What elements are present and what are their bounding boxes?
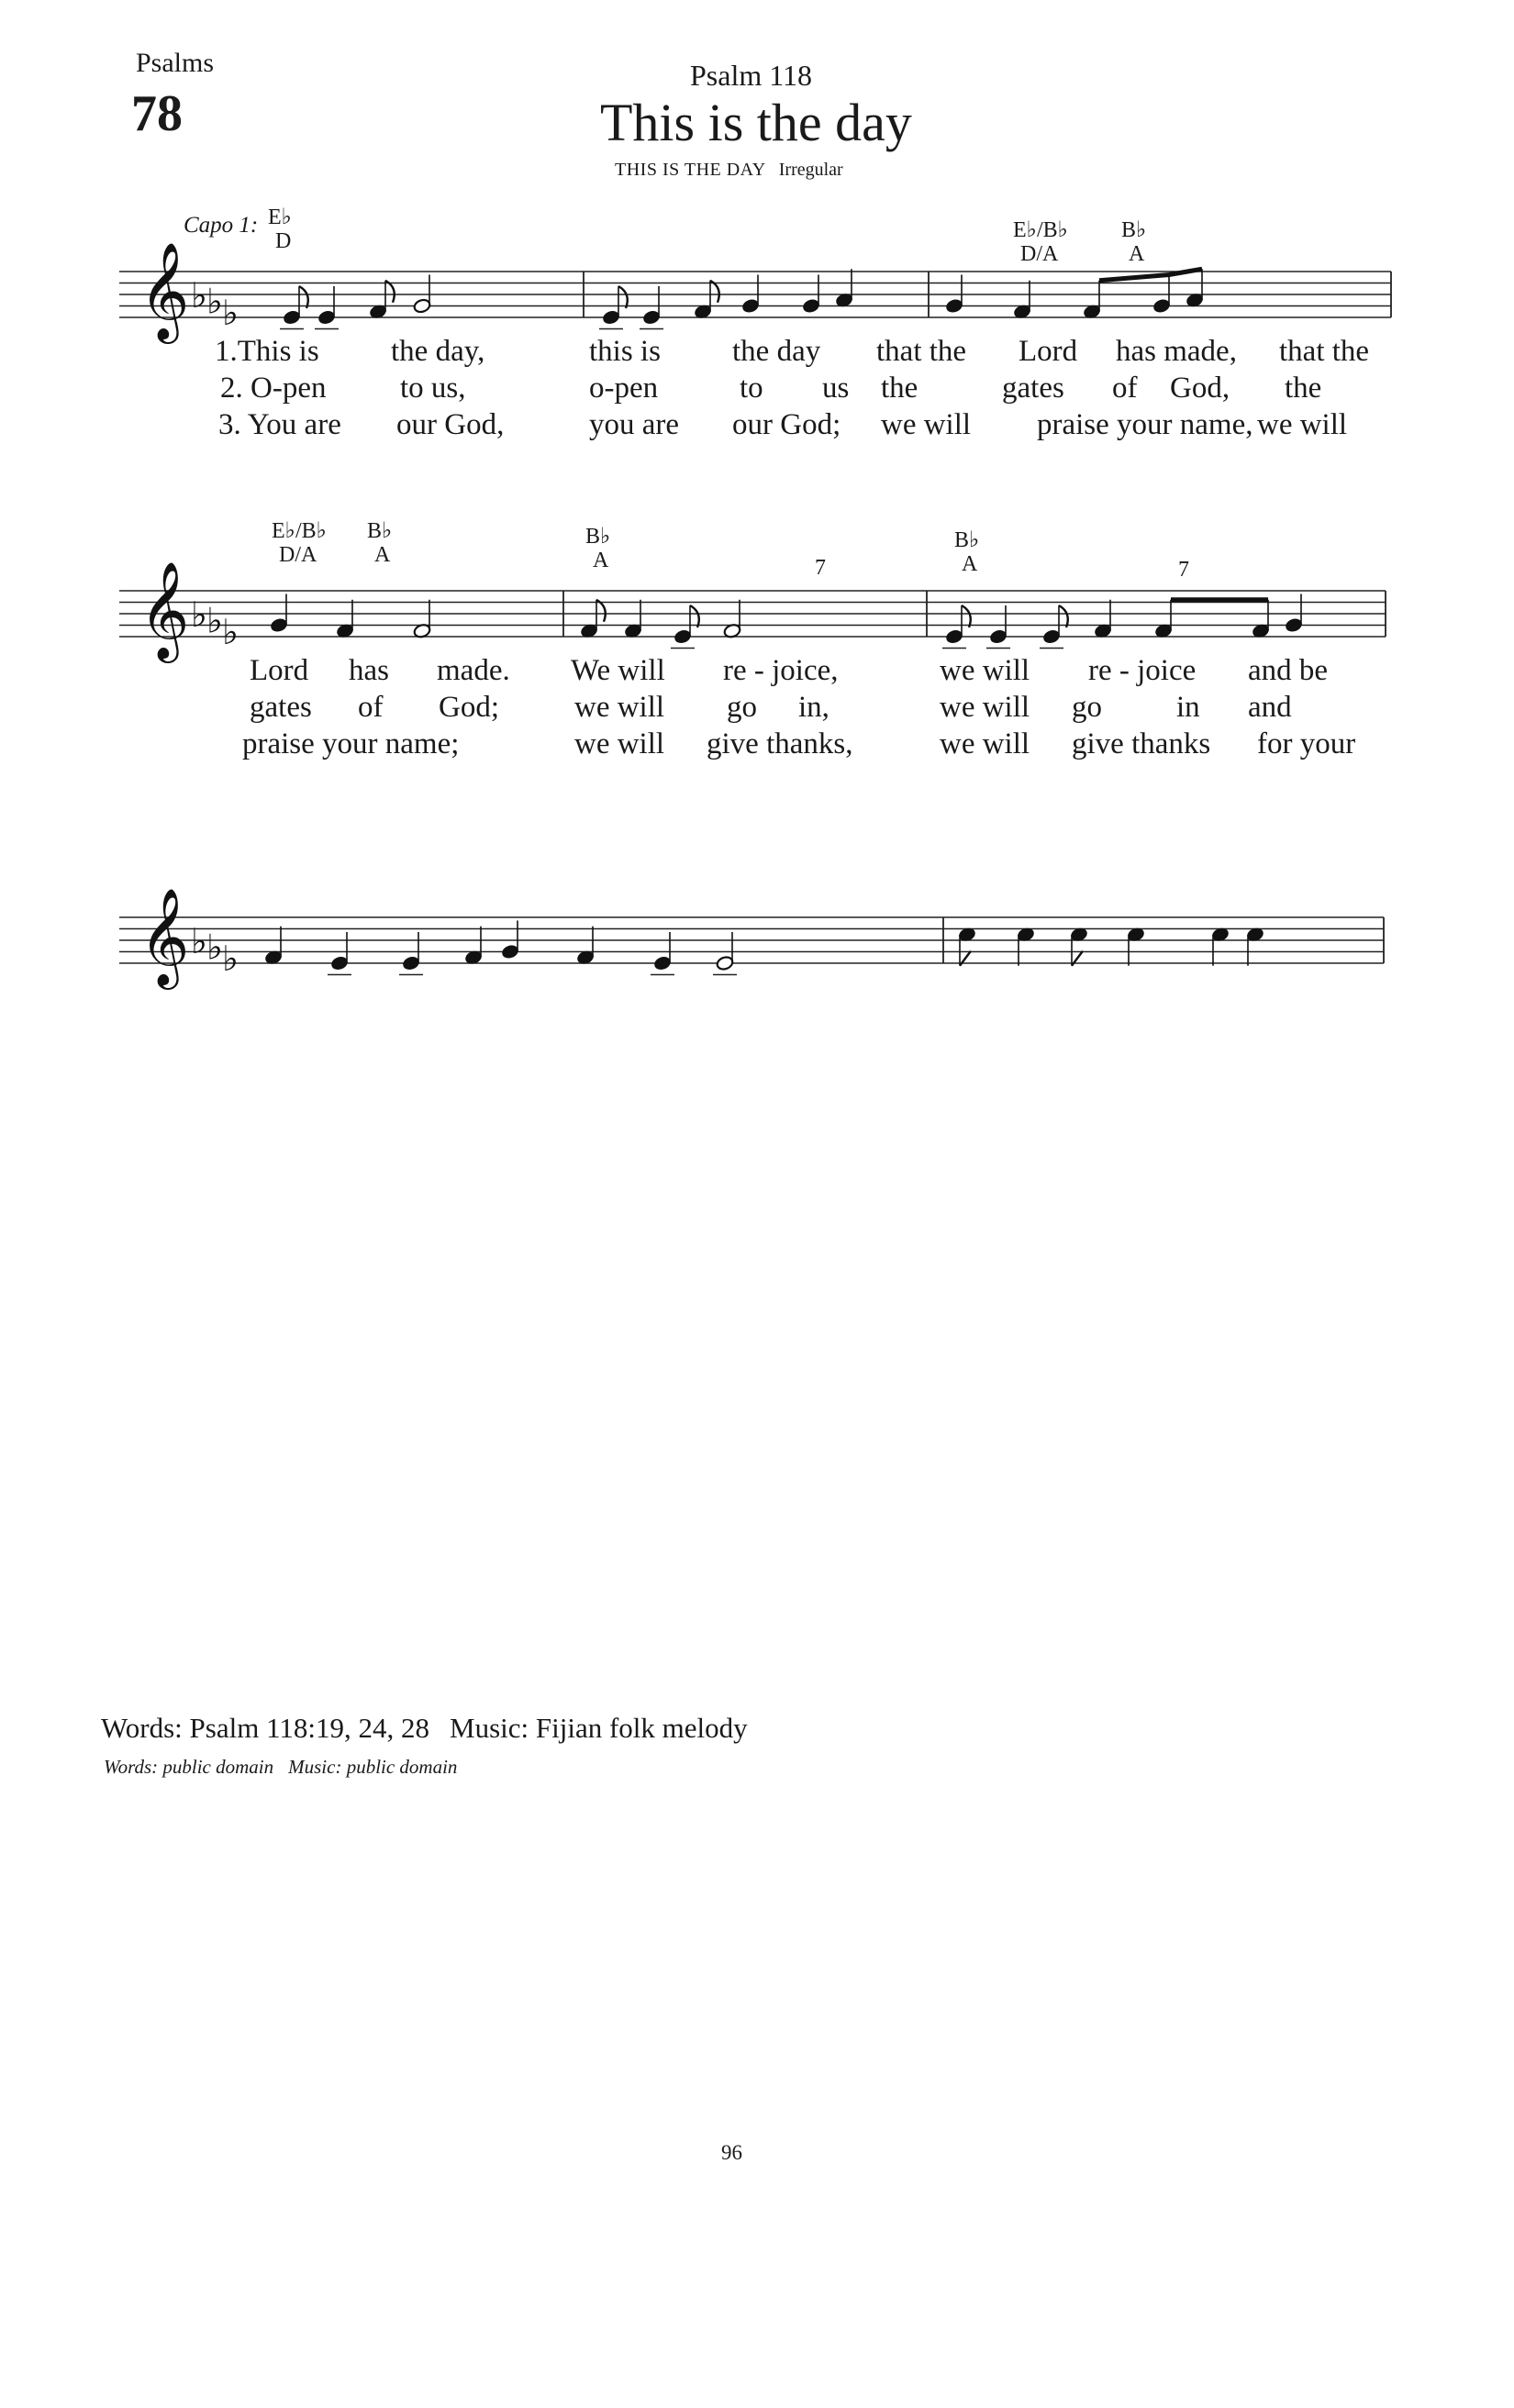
chord-name: E♭	[268, 205, 292, 229]
lyric-syllable: that the	[1279, 335, 1370, 368]
capo-chord-name: A	[962, 552, 978, 576]
chord-symbol	[367, 519, 392, 567]
meter: Irregular	[778, 160, 843, 180]
lyric-syllable: this is	[589, 335, 661, 368]
treble-clef: 𝄞	[139, 887, 190, 985]
note-head	[642, 309, 661, 325]
chord-symbol	[1178, 558, 1189, 582]
lyric-syllable: made.	[437, 654, 510, 687]
chord-symbol	[1013, 218, 1068, 266]
lyric-syllable: we will	[1257, 408, 1348, 441]
treble-clef: 𝄞	[139, 241, 190, 339]
note-flag	[1059, 605, 1068, 627]
lyric-syllable: of	[1112, 372, 1138, 405]
lyric-syllable: has	[349, 654, 389, 687]
note-head	[402, 955, 420, 971]
section-label: Psalms	[136, 48, 215, 78]
note-head	[716, 955, 734, 971]
note-head	[1042, 628, 1061, 644]
music-copyright: Music: public domain	[288, 1756, 458, 1778]
lyric-syllable: o-pen	[589, 372, 659, 405]
note-flag	[299, 286, 308, 308]
note-head	[1285, 617, 1303, 633]
chord-name: B♭	[1121, 218, 1147, 242]
lyric-syllable: of	[358, 691, 384, 724]
page-number: 96	[721, 2141, 742, 2164]
note-head	[602, 309, 620, 325]
lyric-syllable: for your	[1257, 727, 1356, 760]
lyric-syllable: to us,	[400, 372, 466, 405]
music-credit: Music: Fijian folk melody	[450, 1712, 748, 1744]
key-flat: ♭	[222, 611, 239, 652]
chord-symbol	[268, 205, 292, 253]
hymn-title: This is the day	[600, 93, 912, 152]
lyric-syllable: our God;	[732, 408, 841, 441]
chord-symbol	[954, 528, 979, 576]
lyric-syllable: gates	[1002, 372, 1064, 405]
note-head	[330, 955, 349, 971]
lyric-syllable: the	[1285, 372, 1322, 405]
lyric-syllable: 3. You are	[218, 408, 341, 441]
treble-clef: 𝄞	[139, 560, 190, 659]
capo-chord-name: A	[593, 549, 609, 572]
chord-name: E♭/B♭	[1013, 218, 1068, 242]
capo-chord-name: 7	[1178, 558, 1189, 582]
lyric-syllable: in	[1176, 691, 1200, 724]
tune-name: THIS IS THE DAY	[615, 160, 766, 180]
note-flag	[618, 286, 628, 308]
lyric-syllable: to	[740, 372, 763, 405]
lyric-syllable: give thanks,	[707, 727, 853, 760]
words-copyright: Words: public domain	[104, 1756, 274, 1778]
capo-chord-name: D/A	[279, 543, 317, 567]
capo-label: Capo 1:	[184, 213, 259, 238]
note-head	[501, 944, 519, 960]
chord-symbol	[272, 519, 327, 567]
note-head	[989, 628, 1007, 644]
note-head	[317, 309, 336, 325]
hymn-number: 78	[131, 85, 183, 142]
lyric-syllable: praise your name,	[1037, 408, 1253, 441]
key-flat: ♭	[206, 281, 223, 322]
capo-chord-name: A	[374, 543, 391, 567]
lyric-syllable: in,	[798, 691, 829, 724]
lyric-syllable: God;	[439, 691, 499, 724]
lyric-syllable: we will	[574, 727, 665, 760]
note-head	[1152, 298, 1171, 314]
lyric-syllable: God,	[1170, 372, 1230, 405]
lyric-syllable: we will	[574, 691, 665, 724]
key-flat: ♭	[222, 938, 239, 979]
note-beam	[1169, 269, 1202, 274]
lyric-syllable: 2. O-pen	[220, 372, 327, 405]
chord-name: B♭	[367, 519, 393, 543]
chord-name: B♭	[954, 528, 980, 552]
capo-chord-name: D	[275, 229, 292, 253]
chord-symbol	[815, 556, 826, 580]
lyric-syllable: has made,	[1116, 335, 1237, 368]
note-flag	[690, 605, 699, 627]
note-flag	[596, 600, 606, 622]
chord-symbol	[585, 525, 610, 572]
psalm-reference: Psalm 118	[690, 59, 813, 92]
key-flat: ♭	[206, 927, 223, 968]
lyric-syllable: the day,	[391, 335, 485, 368]
lyric-syllable: that the	[876, 335, 967, 368]
note-head	[270, 617, 288, 633]
lyric-syllable: 1.This is	[215, 335, 319, 368]
lyric-syllable: we will	[940, 727, 1030, 760]
lyric-syllable: praise your name;	[242, 727, 460, 760]
note-head	[283, 309, 301, 325]
lyric-syllable: you are	[589, 408, 680, 441]
note-head	[802, 298, 820, 314]
note-head	[413, 298, 431, 314]
note-head	[674, 628, 692, 644]
lyric-syllable: Lord	[250, 654, 309, 687]
chord-symbol	[1121, 218, 1146, 266]
note-flag	[710, 281, 719, 303]
lyric-syllable: we will	[940, 691, 1030, 724]
lyric-syllable: Lord	[1019, 335, 1078, 368]
lyric-syllable: and be	[1248, 654, 1329, 687]
credits-line	[101, 1712, 748, 1745]
note-head	[945, 628, 963, 644]
key-flat: ♭	[206, 600, 223, 641]
words-credit: Words: Psalm 118:19, 24, 28	[101, 1712, 430, 1744]
lyric-syllable: the	[881, 372, 918, 405]
lyric-syllable: re - joice	[1088, 654, 1197, 687]
key-flat: ♭	[191, 275, 207, 316]
note-head	[945, 298, 963, 314]
lyric-syllable: we will	[881, 408, 972, 441]
lyric-syllable: gates	[250, 691, 312, 724]
key-flat: ♭	[191, 594, 207, 635]
note-flag	[385, 281, 395, 303]
note-beam	[1099, 275, 1169, 281]
capo-chord-name: D/A	[1020, 242, 1059, 266]
chord-name: B♭	[585, 525, 611, 549]
note-flag	[962, 605, 971, 627]
chord-name: E♭/B♭	[272, 519, 327, 543]
lyric-syllable: our God,	[396, 408, 505, 441]
lyric-syllable: and	[1248, 691, 1292, 724]
lyric-syllable: go	[1072, 691, 1102, 724]
lyric-syllable: We will	[571, 654, 665, 687]
copyright-line	[104, 1756, 457, 1779]
lyric-syllable: re - joice,	[723, 654, 839, 687]
lyric-syllable: go	[727, 691, 757, 724]
capo-chord-name: A	[1129, 242, 1145, 266]
key-flat: ♭	[191, 921, 207, 961]
note-head	[741, 298, 760, 314]
lyric-syllable: us	[822, 372, 850, 405]
note-head	[653, 955, 672, 971]
lyric-syllable: the day	[732, 335, 821, 368]
capo-chord-name: 7	[815, 556, 826, 580]
lyric-syllable: give thanks	[1072, 727, 1211, 760]
lyric-syllable: we will	[940, 654, 1030, 687]
key-flat: ♭	[222, 292, 239, 333]
